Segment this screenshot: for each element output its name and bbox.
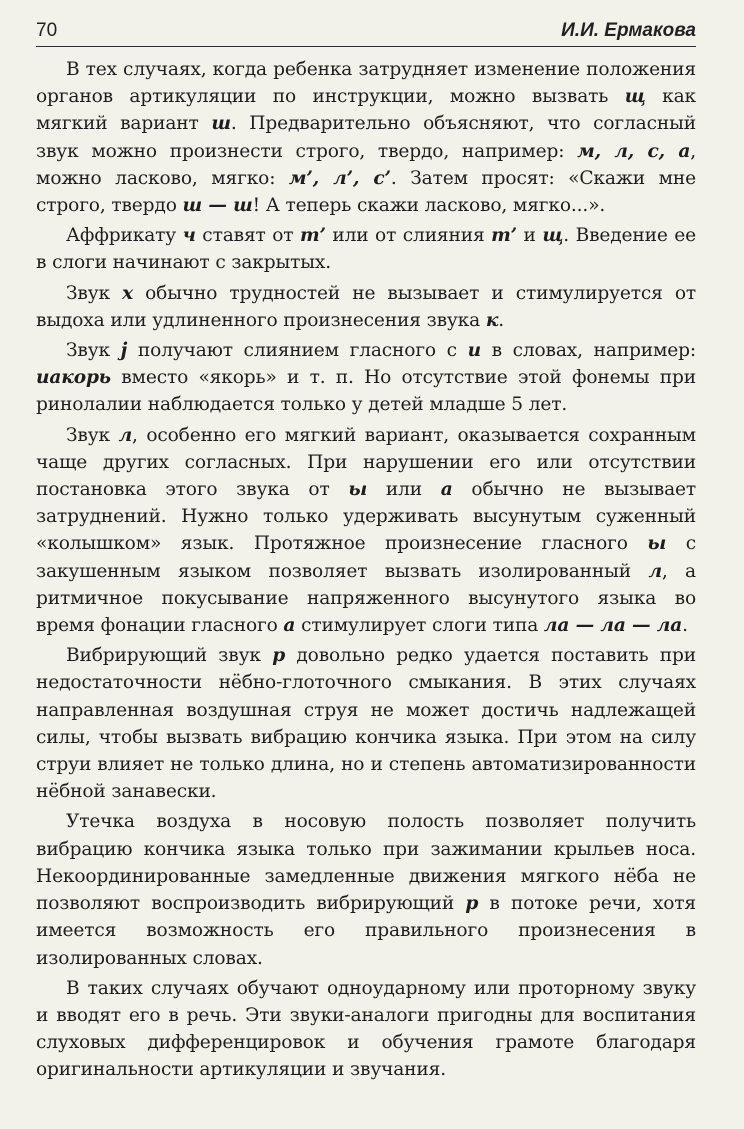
text-run: Звук bbox=[66, 424, 119, 446]
paragraph-1 bbox=[36, 56, 696, 219]
text-run: довольно редко удается поставить при недостаточности нёбно-глоточного смыкания. В этих случаях направленная воздушная струя не может достичь надлежащей силы, чтобы вызвать вибрацию кончика языка. При этом на силу струи влияет не только длина, но и степень автоматизированности нёбной занавески. bbox=[36, 645, 696, 803]
text-run: обычно не вызывает затруднений. Нужно только удерживать высунутым суженный «колышком» язык. Протяжное произнесение гласного bbox=[36, 479, 696, 555]
text-run: . bbox=[682, 615, 688, 637]
text-run: , можно ласково, мягко: bbox=[36, 140, 696, 189]
text-run: обычно трудностей не вызывает и стимулируется от выдоха или удлиненного произнесения звука bbox=[36, 282, 696, 331]
text-run: и bbox=[516, 225, 543, 247]
sound-symbol: ш — ш bbox=[182, 195, 253, 217]
text-run: Утечка воздуха в носовую полость позволяет получить вибрацию кончика языка только при зажимании крыльев носа. Некоординированные замедленные движения мягкого нёба не позволяют воспроизводить вибрирующий bbox=[36, 811, 696, 915]
text-run: В тех случаях, когда ребенка затрудняет изменение положения органов артикуляции по инструкции, можно вызвать bbox=[36, 59, 696, 108]
text-run: Звук bbox=[66, 340, 121, 362]
sound-symbol: к bbox=[485, 309, 499, 331]
sound-symbol: м’, л’, с’ bbox=[288, 167, 391, 189]
text-run: В таких случаях обучают одноударному или проторному звуку и вводят его в речь. Эти звуки-аналоги пригодны для воспитания слуховых дифференцировок и обучения грамоте благодаря оригинальности артикуляции и звучания. bbox=[36, 977, 696, 1081]
sound-symbol: т’ bbox=[299, 225, 326, 247]
sound-symbol: м, л, с, а bbox=[577, 140, 691, 162]
body-text bbox=[36, 56, 696, 1087]
text-run: , особенно его мягкий вариант, оказывается сохранным чаще других согласных. При нарушении его или отсутствии постановка этого звука от bbox=[36, 424, 696, 501]
sound-symbol: ч bbox=[182, 225, 196, 247]
paragraph-8 bbox=[36, 975, 696, 1084]
text-run: Вибрирующий звук bbox=[66, 645, 273, 667]
sound-symbol: щ bbox=[624, 86, 646, 108]
text-run: ! А теперь скажи ласково, мягко...». bbox=[252, 195, 606, 217]
page-header bbox=[36, 16, 696, 47]
sound-symbol: щ bbox=[542, 225, 564, 247]
text-run: . Затем просят: «Скажи мне строго, твердо bbox=[36, 167, 696, 217]
sound-symbol: р bbox=[465, 893, 479, 915]
text-run: . Введение ее в слоги начинают с закрытых. bbox=[36, 225, 696, 274]
sound-symbol: а bbox=[440, 479, 453, 501]
sound-symbol: л bbox=[648, 560, 662, 582]
sound-symbol: ы bbox=[647, 533, 667, 555]
text-run: . Предварительно объясняют, что согласный звук можно произнести строго, твердо, например: bbox=[36, 113, 696, 162]
text-run: получают слиянием гласного с bbox=[127, 340, 468, 362]
sound-symbol: х bbox=[122, 282, 134, 304]
paragraph-4 bbox=[36, 337, 696, 419]
sound-symbol: а bbox=[283, 615, 296, 637]
paragraph-3 bbox=[36, 280, 696, 334]
sound-symbol: ш bbox=[211, 113, 231, 135]
sound-symbol: ы bbox=[348, 479, 368, 501]
text-run: вместо «якорь» и т. п. Но отсутствие этой фонемы при ринолалии наблюдается только у детей младше 5 лет. bbox=[36, 367, 696, 416]
running-head-author: И.И. Ермакова bbox=[561, 20, 696, 41]
text-run: Звук bbox=[66, 282, 123, 304]
text-run: . bbox=[498, 309, 505, 331]
text-run: как мягкий вариант bbox=[36, 86, 697, 135]
page-number: 70 bbox=[36, 20, 58, 41]
paragraph-7 bbox=[36, 808, 696, 971]
text-run: , а ритмичное покусывание напряженного высунутого языка во время фонации гласного bbox=[36, 560, 696, 637]
paragraph-5 bbox=[36, 422, 696, 640]
text-run: в потоке речи, хотя имеется возможность его правильного произнесения в изолированных словах. bbox=[36, 893, 696, 969]
text-run: ставят от bbox=[195, 225, 300, 247]
sound-symbol: р bbox=[272, 645, 286, 667]
text-run: в словах, например: bbox=[480, 340, 696, 362]
sound-symbol: j bbox=[120, 340, 128, 362]
sound-symbol: и bbox=[467, 340, 481, 362]
text-run: или от слияния bbox=[325, 225, 492, 247]
text-run: Аффрикату bbox=[66, 225, 183, 247]
sound-symbol: ла — ла — ла bbox=[543, 615, 683, 637]
sound-symbol: л bbox=[118, 424, 133, 446]
paragraph-6 bbox=[36, 642, 696, 805]
sound-symbol: т’ bbox=[491, 225, 517, 247]
paragraph-2 bbox=[36, 222, 696, 276]
text-run: с закушенным языком позволяет вызвать изолированный bbox=[36, 533, 696, 582]
text-run: стимулирует слоги типа bbox=[295, 615, 544, 637]
text-run: или bbox=[367, 479, 441, 501]
sound-symbol: иакорь bbox=[36, 367, 111, 389]
